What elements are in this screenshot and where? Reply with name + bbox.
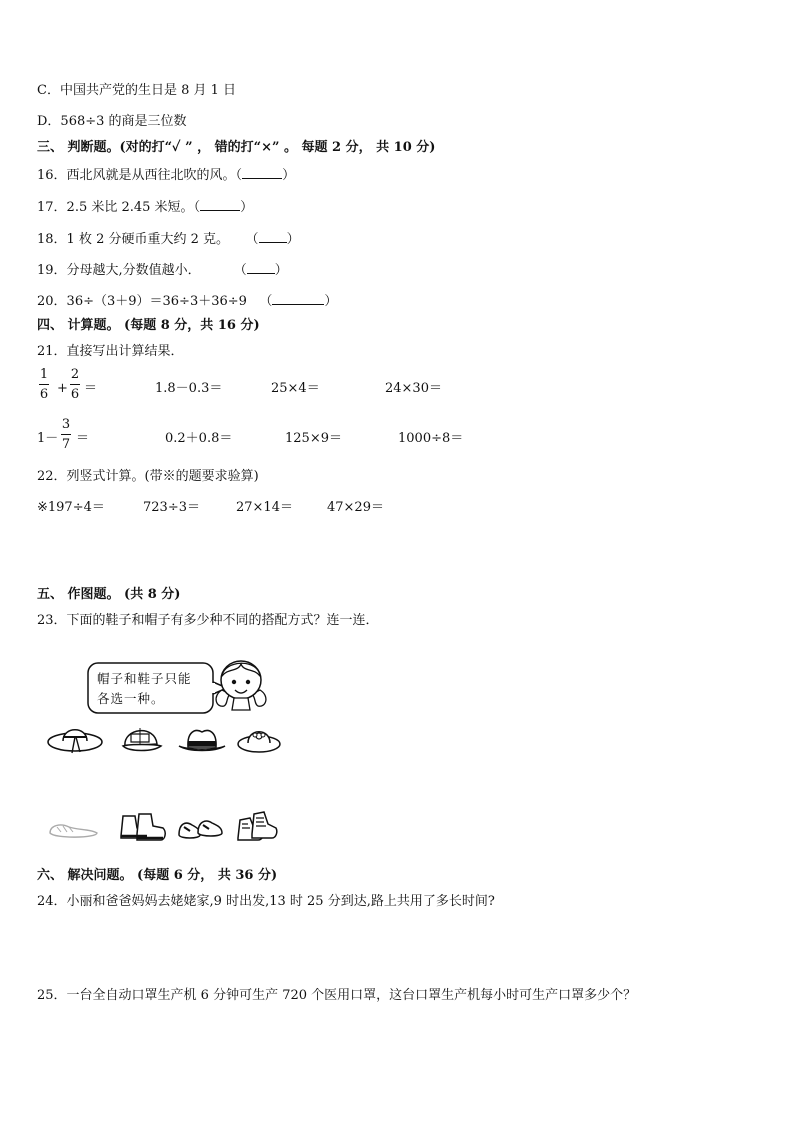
section-6-title: 六、 解决问题。 (每题 6 分， 共 36 分) [37,868,278,883]
fraction-bar [70,384,80,385]
baseball-cap-icon [119,722,165,756]
fraction-bar [61,434,71,435]
question-23: 23．下面的鞋子和帽子有多少种不同的搭配方式？连一连． [37,613,379,628]
fedora-hat-icon [177,726,227,756]
baby-shoes-icon [176,813,226,843]
question-20-text: 20．36÷（3＋9）＝36÷3＋36÷9 [37,294,247,309]
fraction-1-6 [39,367,49,402]
denominator: 6 [70,387,80,402]
question-21: 21．直接写出计算结果． [37,344,184,359]
answer-blank[interactable] [272,292,324,305]
fraction-bar [39,384,49,385]
section-3-title: 三、 判断题。(对的打“✓ ” ， 错的打“×” 。 每题 2 分， 共 10 分) [37,140,436,155]
white-sneakers-icon [47,813,101,843]
question-16: 16．西北风就是从西往北吹的风。（ ） [37,168,296,183]
question-20: 20．36÷（3＋9）＝36÷3＋36÷9 （ ） [37,294,338,309]
question-17: 17．2.5 米比 2.45 米短。（ ） [37,200,254,215]
answer-blank[interactable] [247,261,275,274]
equals-sign: ＝ [84,381,98,396]
numerator: 2 [70,367,80,382]
plus-sign: + [57,381,68,396]
option-c: C．中国共产党的生日是 8 月 1 日 [37,83,237,98]
question-25: 25．一台全自动口罩生产机 6 分钟可生产 720 个医用口罩，这台口罩生产机每小时可生产口罩多少个？ [37,988,637,1003]
expression-1-8-minus-0-3: 1.8－0.3＝ [155,381,223,396]
question-19: 19．分母越大,分数值越小． （ ） [37,263,288,278]
speech-line-2: 各选一种。 [97,691,165,706]
answer-blank[interactable] [259,230,287,243]
question-16-text: 16．西北风就是从西往北吹的风。 [37,168,236,183]
question-18: 18．1 枚 2 分硬币重大约 2 克。 （ ） [37,232,300,247]
expression-47x29: 47×29＝ [327,500,384,515]
expression-27x14: 27×14＝ [236,500,293,515]
expression-723-div-3: 723÷3＝ [143,500,200,515]
question-19-text: 19．分母越大,分数值越小． [37,263,201,278]
one-minus: 1－ [37,431,59,446]
section-5-title: 五、 作图题。 (共 8 分) [37,587,181,602]
high-top-sneakers-icon [234,810,280,844]
sun-hat-with-ribbon-icon [46,722,104,756]
fraction-3-7 [61,417,71,452]
speech-line-1: 帽子和鞋子只能 [97,671,192,686]
question-24: 24．小丽和爸爸妈妈去姥姥家,9 时出发,13 时 25 分到达,路上共用了多长时间? [37,894,495,909]
question-18-text: 18．1 枚 2 分硬币重大约 2 克。 [37,232,230,247]
option-d: D．568÷3 的商是三位数 [37,114,187,129]
fraction-2-6 [70,367,80,402]
expression-197-div-4: ※197÷4＝ [37,500,105,515]
flower-hat-icon [236,724,282,756]
answer-blank[interactable] [242,166,282,179]
expression-1000-div-8: 1000÷8＝ [398,431,464,446]
equals-sign: ＝ [76,431,90,446]
boots-icon [117,810,167,844]
expression-24x30: 24×30＝ [385,381,442,396]
expression-125x9: 125×9＝ [285,431,342,446]
question-22: 22．列竖式计算。(带※的题要求验算) [37,469,259,484]
denominator: 6 [39,387,49,402]
numerator: 3 [61,417,71,432]
expression-0-2-plus-0-8: 0.2＋0.8＝ [165,431,233,446]
question-17-text: 17．2.5 米比 2.45 米短。 [37,200,194,215]
expression-25x4: 25×4＝ [271,381,320,396]
denominator: 7 [61,437,71,452]
section-4-title: 四、 计算题。 (每题 8 分，共 16 分) [37,318,260,333]
girl-icon [214,652,270,712]
numerator: 1 [39,367,49,382]
answer-blank[interactable] [200,198,240,211]
